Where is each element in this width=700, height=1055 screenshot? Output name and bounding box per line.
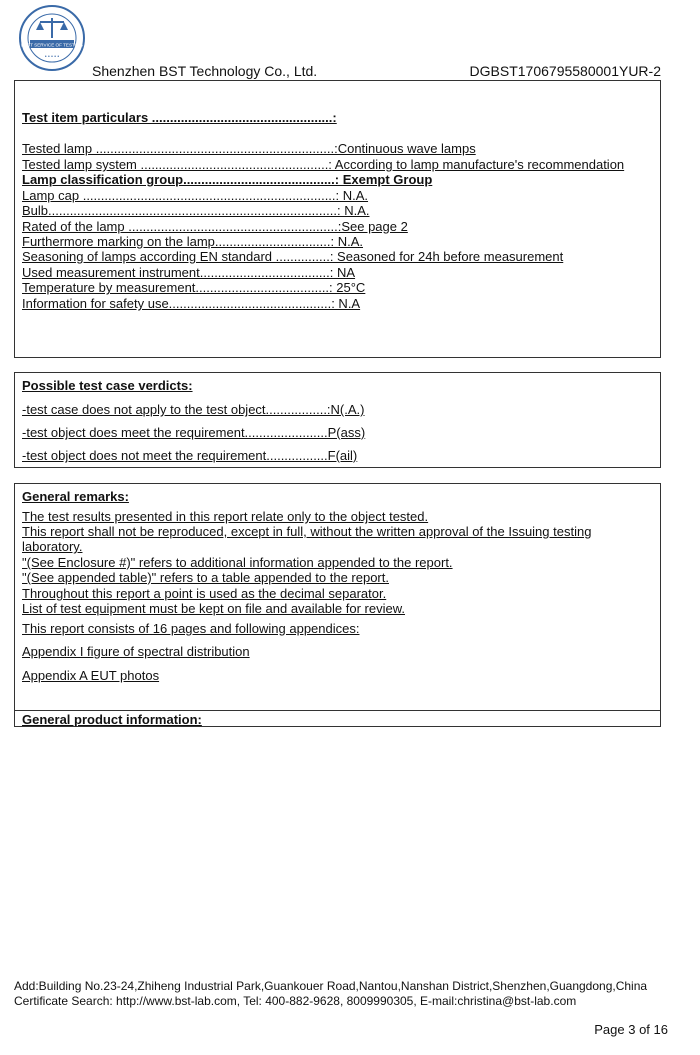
remark-line: List of test equipment must be kept on file and available for review.: [22, 601, 405, 616]
test-case-verdicts-section: [14, 372, 661, 468]
particular-line: Used measurement instrument....................................: NA: [22, 265, 356, 280]
verdict-line: -test object does meet the requirement.......................P(ass): [22, 425, 366, 440]
general-remarks-section: [14, 483, 661, 727]
section-title: Possible test case verdicts:: [22, 378, 193, 393]
section-title: Test item particulars ..................................................:: [22, 110, 337, 125]
remark-line: Throughout this report a point is used as the decimal separator.: [22, 586, 387, 601]
appendix-line: Appendix A EUT photos: [22, 668, 160, 683]
particular-line: Seasoning of lamps according EN standard ...............: Seasoned for 24h before measurement: [22, 249, 564, 264]
particular-line: Information for safety use.............................................: N.A: [22, 296, 361, 311]
product-info-title: General product information:: [22, 712, 202, 727]
remark-line: laboratory.: [22, 539, 83, 554]
remark-line: "(See appended table)" refers to a table appended to the report.: [22, 570, 389, 585]
footer-certificate: Certificate Search: http://www.bst-lab.com, Tel: 400-882-9628, 8009990305, E-mail:christina@bst-lab.com: [14, 994, 577, 1008]
particular-line: Lamp classification group..........................................: Exempt Group: [22, 172, 433, 187]
svg-text:• • • • •: • • • • •: [44, 54, 60, 60]
verdict-line: -test object does not meet the requirement.................F(ail): [22, 448, 358, 463]
particular-line: Tested lamp ..................................................................:Continuous wave lamps: [22, 141, 476, 156]
remark-line: "(See Enclosure #)" refers to additional information appended to the report.: [22, 555, 453, 570]
appendix-line: Appendix I figure of spectral distribution: [22, 644, 250, 659]
document-id: DGBST1706795580001YUR-2: [469, 63, 661, 79]
remark-line: The test results presented in this report relate only to the object tested.: [22, 509, 429, 524]
particular-line: Rated of the lamp ..........................................................:See page 2: [22, 219, 408, 234]
remark-line: This report shall not be reproduced, except in full, without the written approval of the Issuing testing: [22, 524, 592, 539]
page-number: Page 3 of 16: [594, 1022, 668, 1037]
particular-line: Bulb................................................................................: N.A.: [22, 203, 370, 218]
particular-line: Temperature by measurement.....................................: 25°C: [22, 280, 366, 295]
company-name: Shenzhen BST Technology Co., Ltd.: [92, 63, 318, 79]
footer-address: Add:Building No.23-24,Zhiheng Industrial Park,Guankouer Road,Nantou,Nanshan District,Shenzhen,Guangdong,China: [14, 979, 648, 993]
particular-line: Lamp cap ......................................................................: N.A.: [22, 188, 369, 203]
bst-logo: [18, 4, 86, 72]
test-item-particulars-section: [14, 80, 661, 358]
particular-line: Tested lamp system ....................................................: According to lamp manufacture's recommendation: [22, 157, 625, 172]
logo-text: BEST SERVICE OF TESTING: [20, 42, 84, 48]
particular-line: Furthermore marking on the lamp................................: N.A.: [22, 234, 363, 249]
section-divider: [15, 710, 660, 711]
remark-line: This report consists of 16 pages and following appendices:: [22, 621, 360, 636]
verdict-line: -test case does not apply to the test object.................:N(.A.): [22, 402, 365, 417]
section-title: General remarks:: [22, 489, 129, 504]
